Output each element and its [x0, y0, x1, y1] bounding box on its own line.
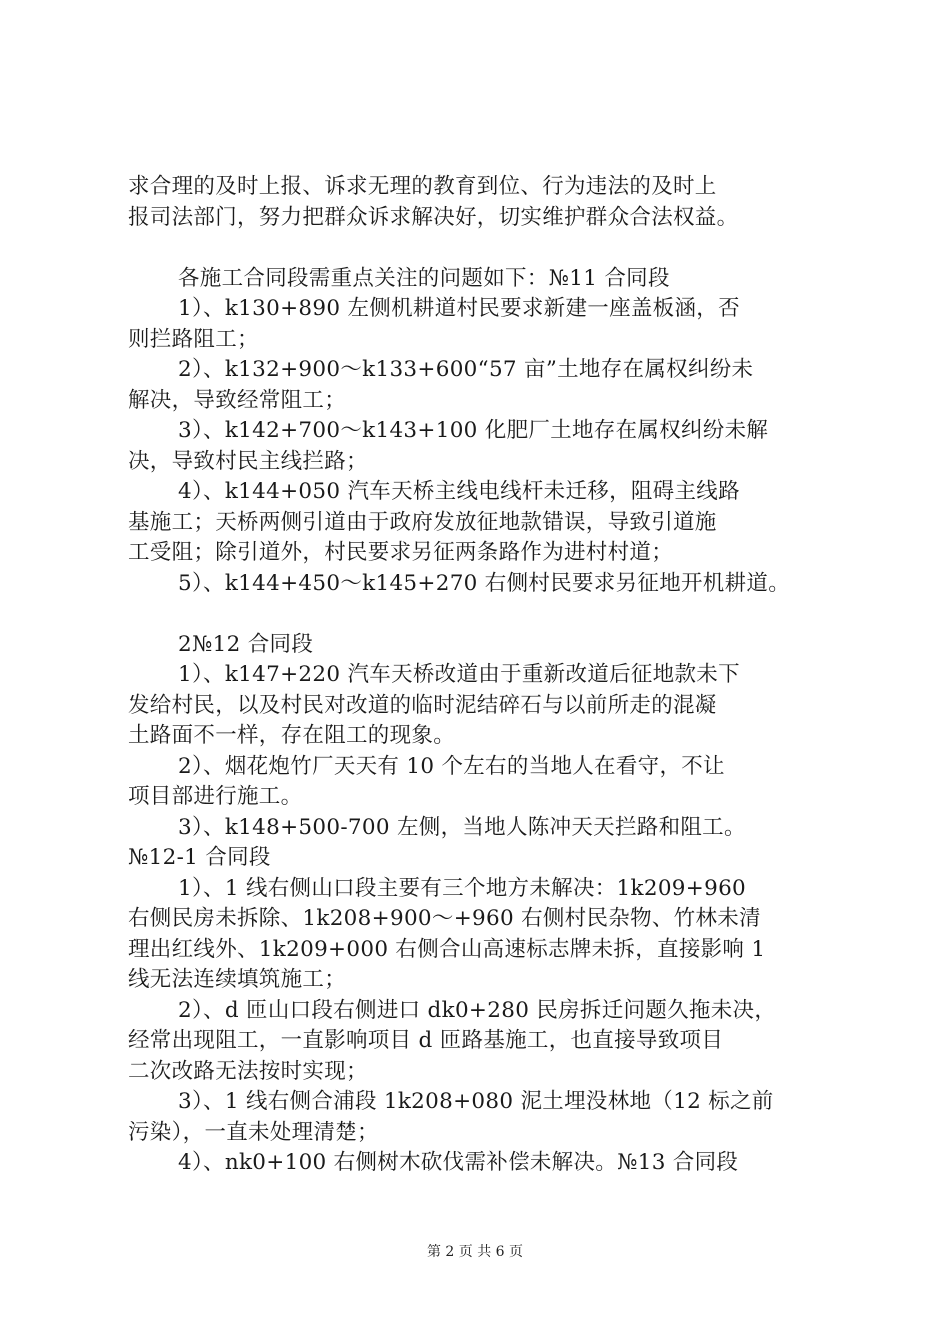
text-line: 线无法连续填筑施工；: [128, 967, 347, 992]
text-line: 3）、1 线右侧合浦段 1k208+080 泥土埋没林地（12 标之前: [178, 1089, 774, 1114]
text-line: 4）、k144+050 汽车天桥主线电线杆未迁移，阻碍主线路: [178, 479, 740, 504]
text-line: 3）、k142+700～k143+100 化肥厂土地存在属权纠纷未解: [178, 418, 769, 443]
text-line: 工受阻；除引道外，村民要求另征两条路作为进村村道；: [128, 540, 674, 565]
text-line: 1）、k147+220 汽车天桥改道由于重新改道后征地款未下: [178, 662, 740, 687]
document-body: [128, 172, 852, 1179]
text-line: 污染），一直未处理清楚；: [128, 1119, 379, 1145]
text-line: 3）、k148+500-700 左侧，当地人陈冲天天拦路和阻工。: [178, 814, 746, 840]
text-line: 2）、烟花炮竹厂天天有 10 个左右的当地人在看守，不让: [178, 753, 725, 779]
text-line: 2）、k132+900～k133+600“57 亩”土地存在属权纠纷未: [178, 357, 754, 382]
text-line: 理出红线外、1k209+000 右侧合山高速标志牌未拆，直接影响 1: [128, 936, 766, 962]
text-line: 土路面不一样，存在阻工的现象。: [128, 723, 456, 748]
text-line: 各施工合同段需重点关注的问题如下：№11 合同段: [178, 265, 670, 291]
paragraph-gap: [128, 233, 852, 264]
text-line: 求合理的及时上报、诉求无理的教育到位、行为违法的及时上: [128, 174, 717, 199]
text-line: 项目部进行施工。: [128, 784, 303, 809]
text-line: 1）、1 线右侧山口段主要有三个地方未解决：1k209+960: [178, 875, 747, 901]
paragraph-gap: [128, 599, 852, 630]
text-line: 经常出现阻工，一直影响项目 d 匝路基施工，也直接导致项目: [128, 1028, 724, 1053]
text-line: 右侧民房未拆除、1k208+900～+960 右侧村民杂物、竹林未清: [128, 906, 761, 931]
text-line: 则拦路阻工；: [128, 326, 259, 352]
page-footer: 第 2 页 共 6 页: [426, 1244, 524, 1260]
text-line: 基施工；天桥两侧引道由于政府发放征地款错误，导致引道施: [128, 509, 717, 535]
text-line: №12-1 合同段: [128, 845, 271, 870]
text-line: 5）、k144+450～k145+270 右侧村民要求另征地开机耕道。: [178, 570, 790, 596]
text-line: 2№12 合同段: [178, 631, 314, 657]
text-line: 1）、k130+890 左侧机耕道村民要求新建一座盖板涵，否: [178, 296, 740, 321]
text-line: 4）、nk0+100 右侧树木砍伐需补偿未解决。№13 合同段: [178, 1150, 739, 1175]
text-line: 决，导致村民主线拦路；: [128, 448, 368, 474]
text-line: 解决，导致经常阻工；: [128, 387, 347, 413]
text-line: 报司法部门，努力把群众诉求解决好，切实维护群众合法权益。: [128, 204, 739, 230]
text-line: 发给村民，以及村民对改道的临时泥结碎石与以前所走的混凝: [128, 692, 717, 718]
text-line: 2）、d 匝山口段右侧进口 dk0+280 民房拆迁问题久拖未决，: [178, 997, 777, 1023]
text-line: 二次改路无法按时实现；: [128, 1058, 368, 1084]
